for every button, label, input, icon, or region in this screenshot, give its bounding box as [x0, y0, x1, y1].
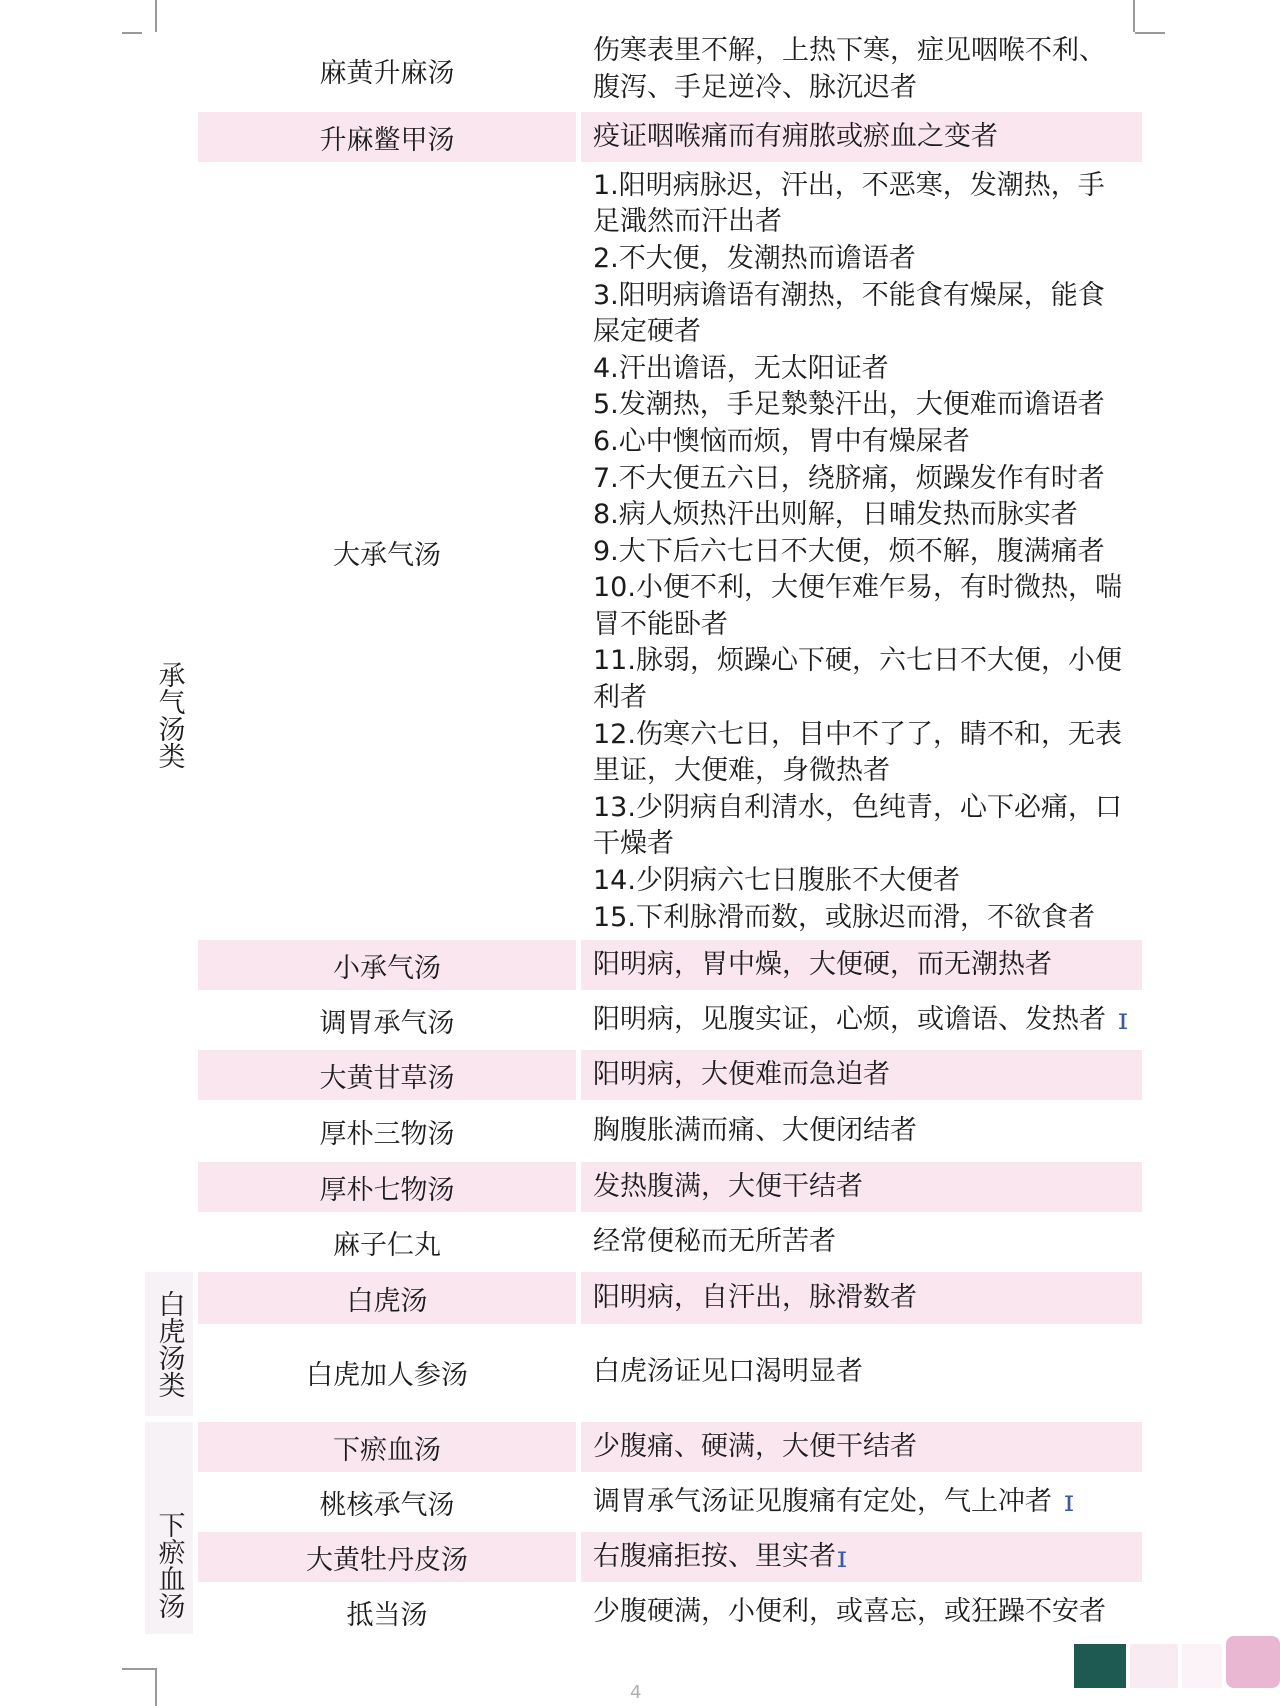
edit-mark-icon: ɪ: [1064, 1484, 1074, 1519]
group-label-baihu: 白虎汤类: [153, 1290, 185, 1398]
indication-line: 8.病人烦热汗出则解，日晡发热而脉实者: [593, 499, 1078, 531]
indication-line: 少腹痛、硬满，大便干结者: [593, 1430, 917, 1462]
indication-line: 白虎汤证见口渴明显者: [593, 1355, 863, 1387]
edit-mark-icon: ɪ: [837, 1540, 847, 1575]
formula-name: 厚朴三物汤: [319, 1118, 455, 1150]
crop-mark-bottom-left: [155, 1668, 157, 1706]
table-row: [198, 1586, 1142, 1638]
table-row: [198, 1476, 1142, 1528]
crop-mark-bottom-left-h: [122, 1668, 155, 1670]
indication-cell: [581, 1272, 1142, 1324]
formula-name: 厚朴七物汤: [198, 1162, 576, 1212]
indication-line: 少腹硬满，小便利，或喜忘，或狂躁不安者: [593, 1595, 1106, 1627]
indication-cell: [581, 1532, 1142, 1582]
crop-mark-top-right: [1133, 0, 1135, 32]
indication-line: 15.下利脉滑而数，或脉迟而滑，不欲食者: [593, 901, 1095, 933]
table-row: [198, 166, 1142, 938]
indication-line: 5.发潮热，手足漐漐汗出，大便难而谵语者: [593, 389, 1105, 421]
indication-line: 14.少阴病六七日腹胀不大便者: [593, 865, 960, 897]
indication-cell: [581, 1162, 1142, 1212]
formula-name: 桃核承气汤: [319, 1489, 455, 1521]
indication-cell: [581, 1216, 1142, 1268]
indication-cell: [581, 166, 1142, 938]
indication-line: 屎定硬者: [593, 316, 701, 348]
formula-name: 大黄牡丹皮汤: [198, 1532, 576, 1582]
indication-line: 2.不大便，发潮热而谵语者: [593, 242, 916, 274]
indication-line: 足濈然而汗出者: [593, 206, 782, 238]
formula-name: 调胃承气汤: [319, 1007, 455, 1039]
formula-name: 白虎加人参汤: [306, 1359, 468, 1391]
indication-line: 里证，大便难，身微热者: [593, 755, 890, 787]
table-row: [198, 1422, 1142, 1472]
indication-cell: [581, 112, 1142, 162]
formula-name: 小承气汤: [198, 940, 576, 990]
indication-line: 3.阳明病谵语有潮热，不能食有燥屎，能食: [593, 279, 1105, 311]
indication-line: 阳明病，见腹实证，心烦，或谵语、发热者: [593, 1003, 1106, 1035]
indication-line: 4.汗出谵语，无太阳证者: [593, 352, 889, 384]
indication-cell: [581, 1105, 1142, 1157]
indication-line: 调胃承气汤证见腹痛有定处，气上冲者: [593, 1485, 1052, 1517]
indication-line: 右腹痛拒按、里实者: [593, 1540, 836, 1572]
indication-line: 阳明病，胃中燥，大便硬，而无潮热者: [593, 948, 1052, 980]
table-row: [198, 1216, 1142, 1268]
table-row: [198, 30, 1142, 110]
indication-line: 阳明病，自汗出，脉滑数者: [593, 1281, 917, 1313]
table-row: [198, 1105, 1142, 1157]
table-row: [198, 994, 1142, 1046]
indication-line: 腹泻、手足逆冷、脉沉迟者: [593, 72, 917, 103]
indication-line: 7.不大便五六日，绕脐痛，烦躁发作有时者: [593, 462, 1105, 494]
indication-line: 13.少阴病自利清水，色纯青，心下必痛，口: [593, 791, 1122, 823]
color-swatch-pink: [1226, 1636, 1280, 1688]
formula-name: 升麻鳖甲汤: [198, 112, 576, 162]
formula-name: 麻子仁丸: [333, 1229, 441, 1261]
indication-cell: [581, 994, 1142, 1046]
page-number: 4: [630, 1682, 642, 1703]
indication-cell: [581, 1476, 1142, 1528]
indication-line: 利者: [593, 682, 647, 714]
indication-cell: [581, 30, 1142, 110]
color-swatch-light-pink: [1130, 1644, 1178, 1688]
edit-mark-icon: ɪ: [1118, 1002, 1128, 1037]
indication-line: 发热腹满，大便干结者: [593, 1170, 863, 1202]
indication-cell: [581, 1328, 1142, 1416]
formula-name: 白虎汤: [198, 1272, 576, 1324]
table-row: [198, 1162, 1142, 1212]
indication-line: 冒不能卧者: [593, 608, 728, 640]
formula-name: 抵当汤: [346, 1599, 428, 1631]
indication-line: 干燥者: [593, 828, 674, 860]
table-row: [198, 1328, 1142, 1416]
indication-line: 经常便秘而无所苦者: [593, 1225, 836, 1257]
color-swatch-pale: [1182, 1644, 1222, 1688]
indication-cell: [581, 1050, 1142, 1100]
table-row: [198, 940, 1142, 990]
indication-line: 阳明病，大便难而急迫者: [593, 1058, 890, 1090]
indication-line: 伤寒表里不解，上热下寒，症见咽喉不利、: [593, 35, 1106, 67]
crop-mark-top-left: [155, 0, 157, 32]
table-row: [198, 112, 1142, 162]
indication-line: 11.脉弱，烦躁心下硬，六七日不大便，小便: [593, 645, 1122, 677]
indication-cell: [581, 1422, 1142, 1472]
formula-name: 麻黄升麻汤: [319, 57, 455, 89]
crop-mark-top-left-h: [122, 32, 142, 34]
table-row: [198, 1272, 1142, 1324]
indication-cell: [581, 940, 1142, 990]
formula-name: 大黄甘草汤: [198, 1050, 576, 1100]
group-label-chengqi: 承气汤类: [153, 661, 185, 769]
indication-line: 疫证咽喉痛而有痈脓或瘀血之变者: [593, 120, 998, 152]
indication-line: 1.阳明病脉迟，汗出，不恶寒，发潮热，手: [593, 169, 1105, 201]
indication-line: 10.小便不利，大便乍难乍易，有时微热，喘: [593, 572, 1122, 604]
indication-line: 12.伤寒六七日，目中不了了，睛不和，无表: [593, 718, 1122, 750]
indication-line: 胸腹胀满而痛、大便闭结者: [593, 1114, 917, 1146]
indication-cell: [581, 1586, 1142, 1638]
color-swatch-teal: [1074, 1644, 1126, 1688]
table-row: [198, 1532, 1142, 1582]
indication-line: 6.心中懊恼而烦，胃中有燥屎者: [593, 425, 970, 457]
formula-name: 大承气汤: [333, 539, 441, 571]
indication-line: 9.大下后六七日不大便，烦不解，腹满痛者: [593, 535, 1105, 567]
group-label-xiayu: 下瘀血汤: [153, 1511, 185, 1619]
table-row: [198, 1050, 1142, 1100]
formula-name: 下瘀血汤: [198, 1422, 576, 1472]
